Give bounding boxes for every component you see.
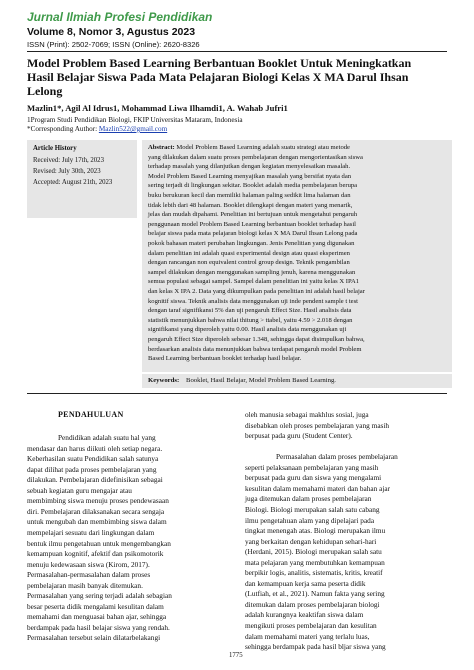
abstract-line: yang dilakukan dalam suatu proses pembelajaran dengan mengorientasikan siswa [148, 153, 363, 161]
abstract-line: belajar siswa pada mata pelajaran biologi kelas X MA Darul Ihsan Lelong pada [148, 230, 358, 238]
paragraph-line: mata pelajaran yang membutuhkan kemampuan [245, 557, 385, 567]
paragraph-line: ditemukan dalam proses pembelajaran biologi [245, 599, 380, 609]
abstract-line: sampel dilakukan dengan menggunakan sampling jenuh, karena menggunakan [148, 268, 356, 276]
abstract-line: dengan taraf signifikansi 5% dan uji pengaruh Effect Size. Hasil analisis data [148, 307, 352, 315]
paragraph-line: sebuah kegiatan guru mengajar atau [27, 485, 132, 495]
paragraph-line: kemampuan kognitif, afektif dan psikomotorik [27, 549, 164, 559]
paragraph-line: bentuk ilmu pengetahuan untuk mengembangkan [27, 538, 171, 548]
paragraph-line: berpikir logis, analitis, sistematis, kritis, kreatif [245, 568, 383, 578]
paragraph-line: seperti pelaksanaan pembelajaran yang masih [245, 462, 379, 472]
paragraph-line: disebabkan oleh proses pembelajaran yang masih [245, 420, 390, 430]
keywords-text: Booklet, Hasil Belajar, Model Problem Based Learning. [186, 377, 336, 384]
paragraph-line: memahami dan menguasai bahan ajar, sehingga [27, 612, 167, 622]
abstract-line: pokok bahasan materi perubahan lingkungan. Jenis Penelitian yang digunakan [148, 240, 355, 247]
paragraph-line: Permasalahan-permasalahan dalam proses [27, 570, 151, 580]
paragraph-line: Keberhasilan suatu Pendidikan salah satunya [27, 454, 159, 464]
journal-name: Jurnal Ilmiah Profesi Pendidikan [27, 10, 213, 24]
abstract-line: dan kelas X IPA 2. Data yang dikumpulkan pada penelitian ini adalah hasil belajar [148, 288, 365, 295]
paragraph-line: sehingga berdampak pada hasil bljar siswa yang [245, 642, 386, 652]
abstract-line: dalam penelitian ini adalah quasi experimental design atau quasi eksperimen [148, 249, 350, 257]
paragraph-line: adalah kurangnya keaktifan siswa dalam [245, 610, 364, 620]
abstract-line: sering terjadi di lingkungan sekitar. Booklet adalah media pembelajaran berupa [148, 182, 358, 190]
paragraph-line: membimbing siswa menuju proses pendewasaan [27, 496, 169, 506]
abstract-line: buku berukuran kecil dan memiliki halaman paling sedikit lima halaman dan [148, 192, 351, 199]
paragraph-line: Permasalahan tersebut selain dilatarbelakangi [27, 633, 161, 643]
abstract-line: dengan rancangan non equivalent control group design. Teknik pengambilan [148, 259, 350, 267]
page-number: 1775 [229, 652, 243, 659]
correspondence-email-link[interactable]: Mazlin522@gmail.com [98, 125, 168, 133]
paragraph-line: pembelajaran masih banyak ditemukan. [27, 580, 143, 590]
paragraph-line: diri. Pembelajaran dilaksanakan secara sengaja [27, 506, 165, 516]
paragraph-line: juga ditemukan dalam proses pembelajaran [245, 494, 372, 504]
keywords-rule [27, 393, 447, 394]
abstract-line: Based Learning berbantuan booklet terhadap hasil belajar. [148, 355, 302, 363]
header-rule [27, 51, 447, 52]
abstract-line: kognitif siswa. Teknik analisis data menggunakan uji inde pendent sample t test [148, 297, 359, 305]
abstract-line: Abstract: Model Problem Based Learning adalah suatu strategi atau metode [148, 144, 350, 151]
paragraph-line: berpusat pada guru dan siswa yang mengalami [245, 473, 382, 483]
section-heading: PENDAHULUAN [58, 410, 124, 419]
paragraph-line: mendasar dan harus diikuti oleh setiap negara. [27, 443, 163, 453]
paragraph-line: mengikuti proses pembelajaran dan kesulitan [245, 621, 377, 630]
paragraph-line: oleh manusia sebagai makhlus sosial, juga [245, 410, 369, 419]
journal-volume: Volume 8, Nomor 3, Agustus 2023 [27, 26, 196, 38]
paragraph-line: Permasalahan dalam proses pembelajaran [276, 452, 398, 462]
authors: Mazlin1*, Agil Al Idrus1, Mohammad Liwa Ilhamdi1, A. Wahab Jufri1 [27, 103, 288, 113]
paragraph-line: dalam memahami materi yang terlalu luas, [245, 631, 370, 641]
paragraph-line: tingkat menengah atas. Biologi merupakan ilmu [245, 526, 386, 536]
paragraph-line: untuk mengubah dan membimbing siswa dalam [27, 517, 167, 527]
received-date: Received: July 17th, 2023 [33, 157, 104, 164]
paragraph-line: besar peserta didik mengalami kesulitan dalam [27, 601, 164, 611]
paragraph-line: dapat dilihat pada proses pembelajaran yang [27, 464, 157, 474]
correspondence-label: *Corresponding Author: [27, 125, 98, 133]
affiliation: 1Program Studi Pendidikan Biologi, FKIP Universitas Mataram, Indonesia [27, 116, 243, 124]
abstract-line: pengaruh Effect Size diperoleh sebesar 1.348, sehingga dapat disimpulkan bahwa, [148, 336, 365, 343]
article-history-heading: Article History [33, 145, 77, 152]
accepted-date: Accepted: August 21th, 2023 [33, 179, 113, 186]
article-title [27, 56, 452, 98]
correspondence [27, 125, 167, 133]
abstract-line: semua populasi sebagai sampel. Sampel dalam penelitian ini yaitu kelas X IPA1 [148, 278, 360, 286]
abstract-line: Model Problem Based Learning menyajikan masalah yang bersifat nyata dan [148, 172, 352, 180]
paragraph-line: (Lutfiah, et al., 2021). Namun fakta yang sering [245, 589, 385, 599]
revised-date: Revised: July 30th, 2023 [33, 168, 101, 175]
title-line: Model Problem Based Learning Berbantuan Booklet Untuk Meningkatkan [27, 56, 412, 70]
paragraph-line: yang berkaitan dengan kehidupan sehari-hari [245, 536, 377, 546]
abstract-line: penggunaan model Problem Based Learning berbantuan booklet terhadap hasil [148, 220, 357, 228]
paragraph-line: menuju kedewasaan siswa (Kirom, 2017). [27, 559, 150, 569]
paragraph-line: (Herdani, 2015). Biologi merupakan salah satu [245, 547, 382, 557]
journal-issn: ISSN (Print): 2502-7069; ISSN (Online): 2620-8326 [27, 40, 200, 49]
paragraph-line: mempelajari sesuatu dari lingkungan dalam [27, 527, 155, 537]
abstract-line: signifikansi yang diperoleh yaitu 0.00. Hasil analisis data menggunakan uji [148, 326, 347, 334]
paragraph-line: Pendidikan adalah suatu hal yang [58, 433, 156, 442]
paragraph-line: Biologi. Biologi merupakan salah satu cabang [245, 504, 380, 514]
paragraph-line: berpusat pada guru (Student Center). [245, 431, 353, 441]
abstract-line: jelas dan mudah dipahami. Penelitian ini bertujuan untuk mengetahui pengaruh [148, 211, 358, 219]
paragraph-line: Permasalahan yang sering terjadi adalah sebagian [27, 591, 172, 601]
paragraph-line: berdampak pada hasil belajar siswa yang rendah. [27, 622, 170, 632]
paragraph-line: ilmu pengetahuan alam yang dipelajari pada [245, 515, 375, 525]
title-line: Hasil Belajar Siswa Pada Mata Pelajaran Biologi Kelas X MA Darul Ihsan [27, 70, 409, 84]
keywords-label: Keywords: [148, 377, 180, 384]
abstract-line: terhadap masalah yang dilanjutkan dengan kegiatan menyelesaikan masalah. [148, 163, 351, 171]
abstract-line: tidak lebih dari 48 halaman. Booklet dilengkapi dengan materi yang menarik, [148, 201, 353, 209]
title-line: Lelong [27, 84, 63, 98]
abstract-line: berdasarkan analisis data menunjukkan bahwa terdapat pengaruh model Problem [148, 345, 362, 353]
paragraph-line: dilakukan. Pembelajaran didefinisikan sebagai [27, 475, 163, 485]
paragraph-line: kesulitan dalam memahami materi dan bahan ajar [245, 483, 391, 493]
paragraph-line: dan kemampuan kerja sama peserta didik [245, 578, 366, 588]
article-info-panel [27, 140, 137, 218]
abstract-line: statistik menunjukkan bahwa nilai thitung > ttabel, yaitu 4.59 > 2.018 dengan [148, 316, 353, 324]
